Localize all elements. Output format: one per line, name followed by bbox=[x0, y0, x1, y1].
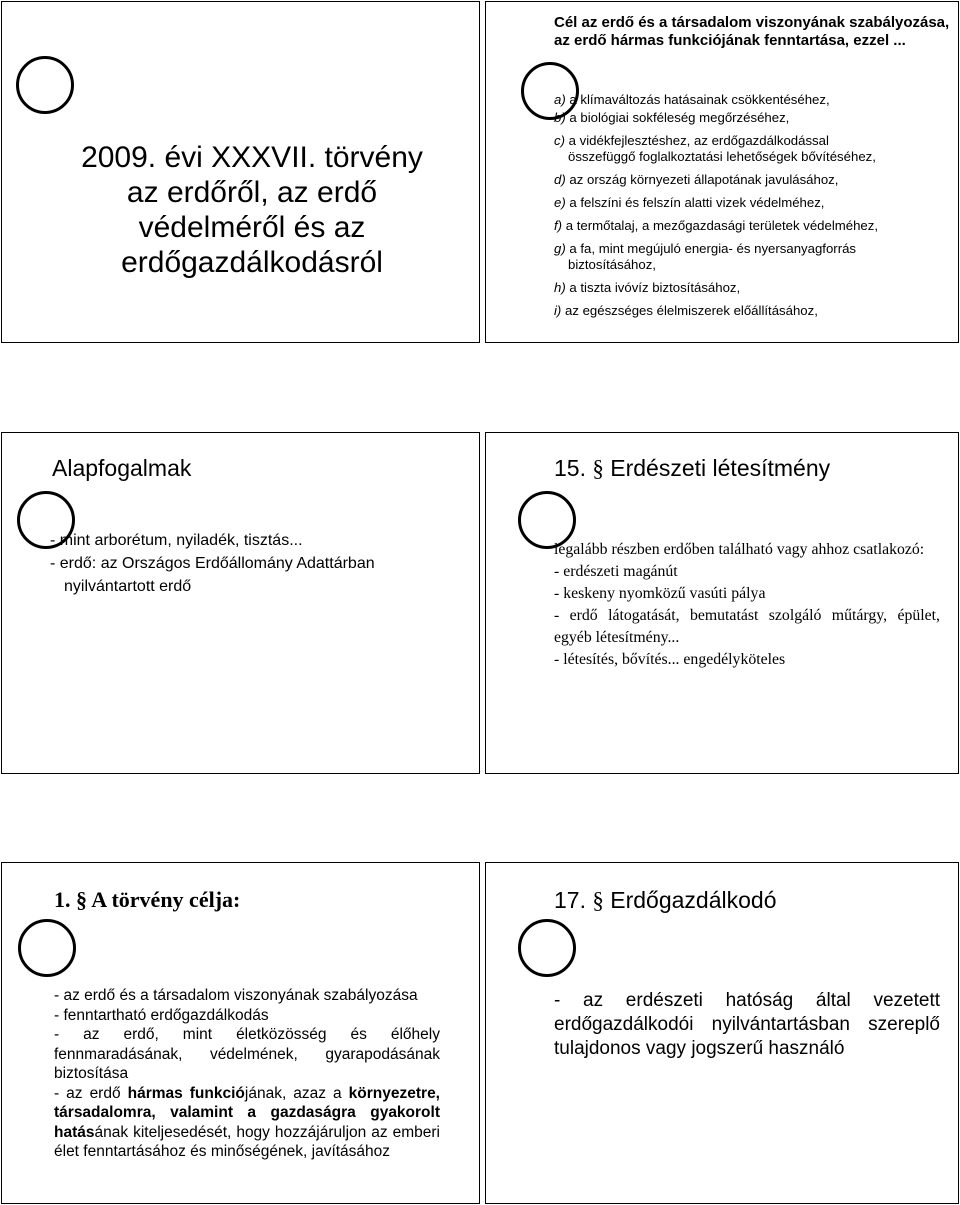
manager-definition: - az erdészeti hatóság által vezetett erdőgazdálkodói nyilvántartásban szereplő tulajdonos vagy jogszerű használó bbox=[554, 990, 940, 1059]
facility-text bbox=[554, 539, 940, 671]
text-line: nyilvántartott erdő bbox=[64, 578, 192, 595]
text-line: - mint arborétum, nyiladék, tisztás... bbox=[50, 532, 303, 549]
list-item: e) a felszíni és felszín alatti vizek védelméhez, bbox=[554, 195, 825, 210]
purpose-text bbox=[54, 986, 440, 1162]
title-line: 2009. évi XXXVII. törvény bbox=[81, 141, 423, 174]
list-item: d) az ország környezeti állapotának javulásához, bbox=[554, 172, 839, 187]
text-line: - létesítés, bővítés... engedélyköteles bbox=[554, 651, 786, 668]
goals-list bbox=[554, 92, 954, 326]
circle-icon bbox=[18, 919, 76, 977]
title-line: erdőgazdálkodásról bbox=[121, 246, 383, 279]
slide-heading: Alapfogalmak bbox=[52, 455, 192, 481]
text-line: - fenntartható erdőgazdálkodás bbox=[54, 1006, 269, 1024]
slide-goals-list bbox=[485, 1, 959, 343]
text-line: - erdészeti magánút bbox=[554, 563, 678, 580]
slide-heading: 17. § Erdőgazdálkodó bbox=[554, 887, 777, 913]
slide-forestry-facility bbox=[485, 432, 959, 774]
slide-title-text bbox=[42, 140, 462, 280]
text-line: - erdő: az Országos Erdőállomány Adattárban bbox=[50, 555, 375, 572]
list-item: h) a tiszta ivóvíz biztosításához, bbox=[554, 280, 741, 295]
slide-heading: 15. § Erdészeti létesítmény bbox=[554, 455, 831, 481]
circle-icon bbox=[16, 56, 74, 114]
list-item: f) a termőtalaj, a mezőgazdasági területek védelméhez, bbox=[554, 218, 879, 233]
circle-icon bbox=[518, 919, 576, 977]
text-line: - az erdő, mint életközösség és élőhely fennmaradásának, védelmének, gyarapodásának biztosítása bbox=[54, 1026, 440, 1082]
list-item: a) a klímaváltozás hatásainak csökkentéséhez, bbox=[554, 92, 830, 107]
section-sign: § bbox=[592, 888, 604, 913]
list-item: g) a fa, mint megújuló energia- és nyersanyagforrás biztosításához, bbox=[554, 241, 857, 272]
slide-law-purpose bbox=[1, 862, 480, 1204]
slide-forest-manager bbox=[485, 862, 959, 1204]
list-item: b) a biológiai sokféleség megőrzéséhez, bbox=[554, 110, 790, 125]
slide-title bbox=[1, 1, 480, 343]
text-line: - az erdő hármas funkciójának, azaz a környezetre, társadalomra, valamint a gazdaságra gyakorolt hatásának kiteljesedését, hogy hozzájáruljon az emberi élet fenntartásához és minőségének, javításához bbox=[54, 1084, 440, 1160]
list-item: i) az egészséges élelmiszerek előállításához, bbox=[554, 303, 818, 318]
slide-basic-concepts bbox=[1, 432, 480, 774]
title-line: védelméről és az bbox=[138, 211, 366, 244]
title-line: az erdőről, az erdő bbox=[126, 176, 378, 209]
list-item: c) a vidékfejlesztéshez, az erdőgazdálkodással összefüggő foglalkoztatási lehetőségek bővítéséhez, bbox=[554, 133, 876, 164]
section-sign: § bbox=[76, 887, 87, 912]
section-sign: § bbox=[592, 456, 604, 481]
slide-heading: 1. § A törvény célja: bbox=[54, 887, 241, 912]
text-line: - az erdő és a társadalom viszonyának szabályozása bbox=[54, 987, 418, 1004]
text-line: - erdő látogatását, bemutatást szolgáló műtárgy, épület, egyéb létesítmény... bbox=[554, 607, 940, 646]
goals-heading: Cél az erdő és a társadalom viszonyának szabályozása, az erdő hármas funkciójának fenntartása, ezzel ... bbox=[554, 14, 950, 49]
concepts-text bbox=[50, 529, 470, 598]
text-line: legalább részben erdőben található vagy ahhoz csatlakozó: bbox=[554, 541, 925, 558]
text-line: - keskeny nyomközű vasúti pálya bbox=[554, 585, 766, 602]
